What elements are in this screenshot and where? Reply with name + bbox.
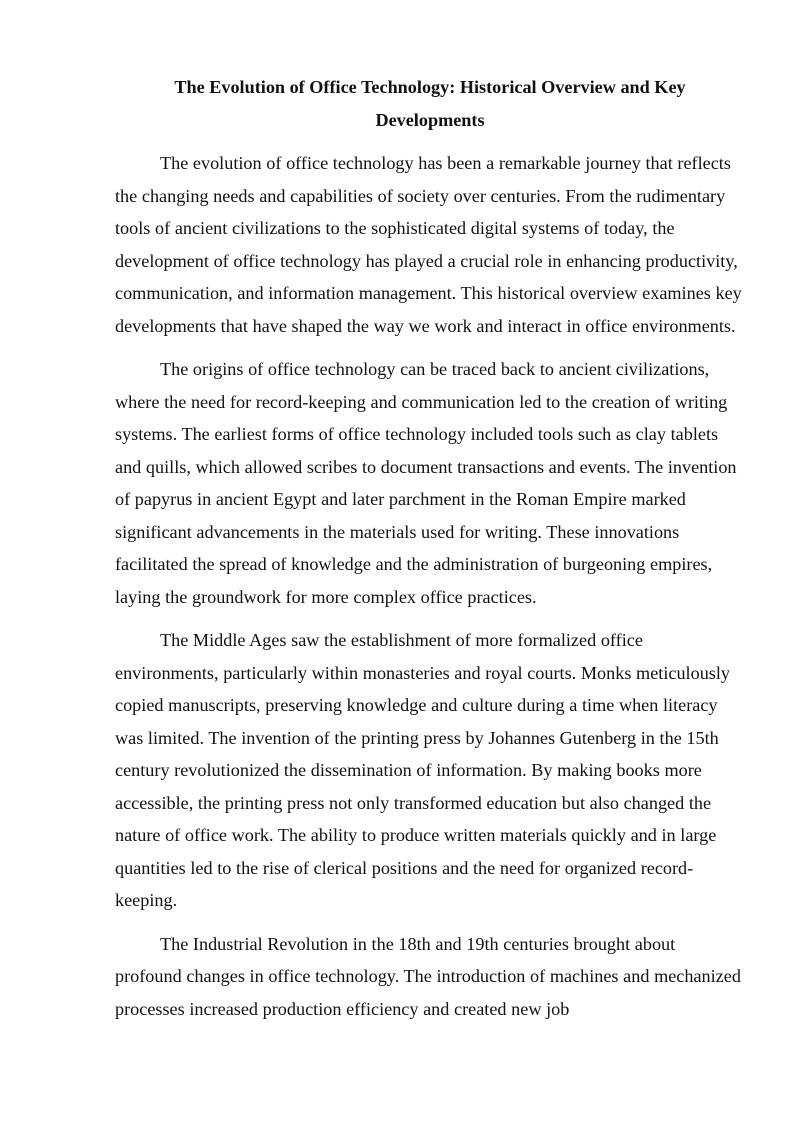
document-title: The Evolution of Office Technology: Historical Overview and Key Developments [174,77,686,130]
paragraph-middle-ages: The Middle Ages saw the establishment of more formalized office environments, particularly within monasteries and royal courts. Monks meticulously copied manuscripts, preserving knowledge and culture during a time when literacy was limited. The invention of the printing press by Johannes Gutenberg in the 15th century revolutionized the dissemination of information. By making books more accessible, the printing press not only transformed education but also changed the nature of office work. The ability to produce written materials quickly and in large quantities led to the rise of clerical positions and the need for organized record-keeping. [115,630,731,910]
paragraph-origins: The origins of office technology can be traced back to ancient civilizations, where the need for record-keeping and communication led to the creation of writing systems. The earliest forms of office technology included tools such as clay tablets and quills, which allowed scribes to document transactions and events. The invention of papyrus in ancient Egypt and later parchment in the Roman Empire marked significant advancements in the materials used for writing. These innovations facilitated the spread of knowledge and the administration of burgeoning empires, laying the groundwork for more complex office practices. [115,359,737,607]
document-body [115,71,745,1025]
paragraph-intro: The evolution of office technology has been a remarkable journey that reflects the changing needs and capabilities of society over centuries. From the rudimentary tools of ancient civilizations to the sophisticated digital systems of today, the development of office technology has played a crucial role in enhancing productivity, communication, and information management. This historical overview examines key developments that have shaped the way we work and interact in office environments. [115,153,742,336]
paragraph-industrial-revolution: The Industrial Revolution in the 18th and 19th centuries brought about profound changes in office technology. The introduction of machines and mechanized processes increased production efficiency and created new job [115,933,741,1019]
